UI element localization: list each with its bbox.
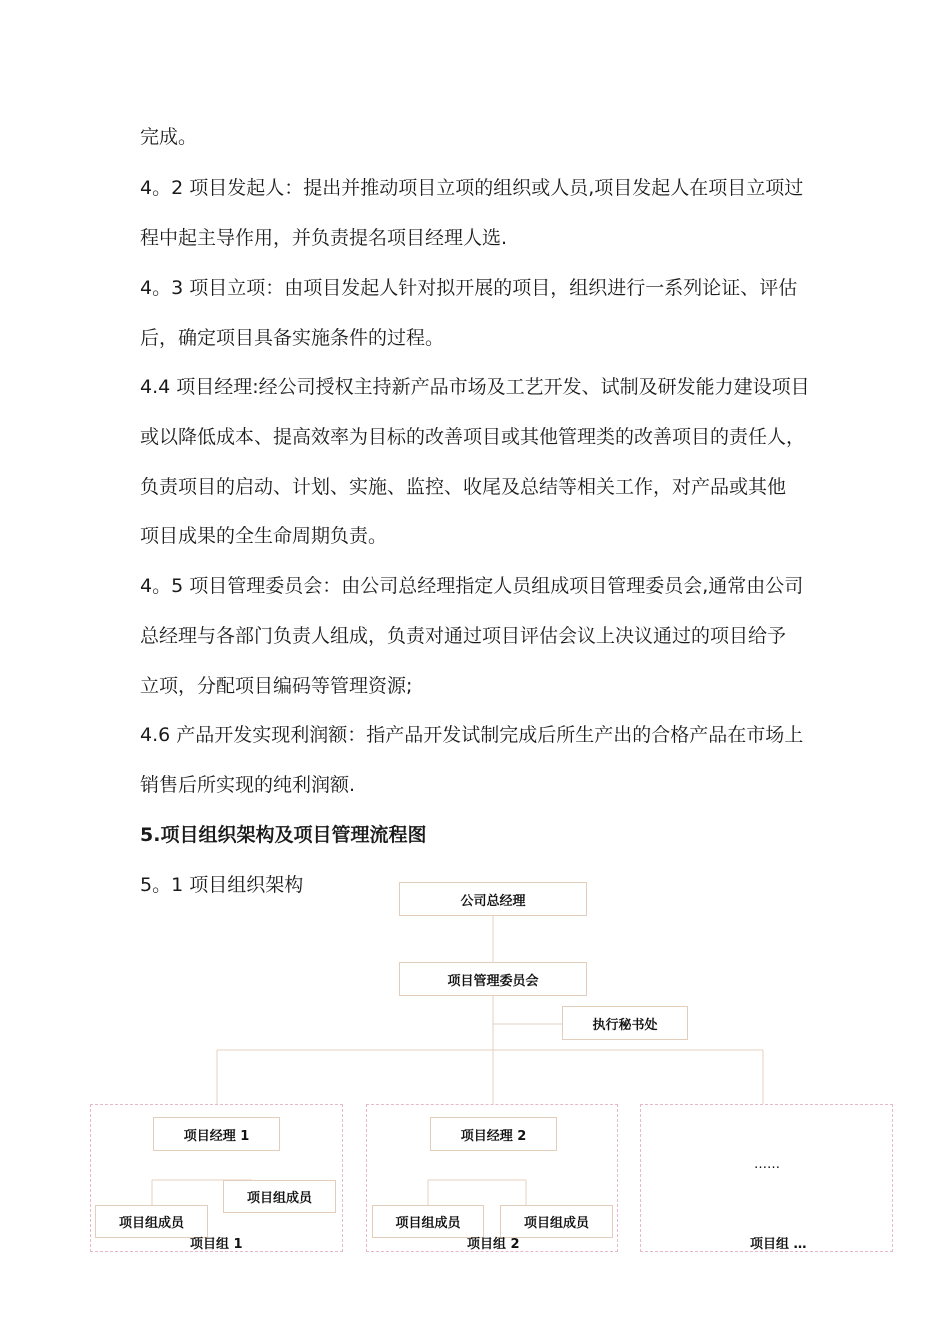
- secretariat-box: 执行秘书处: [562, 1006, 688, 1040]
- paragraph-line: 销售后所实现的纯利润额.: [140, 774, 356, 796]
- committee-box: 项目管理委员会: [399, 962, 587, 996]
- general-manager-box: 公司总经理: [399, 882, 587, 916]
- paragraph-line: 总经理与各部门负责人组成，负责对通过项目评估会议上决议通过的项目给予: [140, 625, 787, 647]
- team-member-box: 项目组成员: [223, 1180, 336, 1213]
- subsection-heading: 5。1 项目组织架构: [140, 874, 304, 896]
- more-groups-ellipsis: ……: [754, 1157, 780, 1172]
- paragraph-line: 4。2 项目发起人：提出并推动项目立项的组织或人员,项目发起人在项目立项过: [140, 177, 804, 199]
- paragraph-line: 或以降低成本、提高效率为目标的改善项目或其他管理类的改善项目的责任人，: [140, 426, 806, 448]
- project-group-1-label: 项目组 1: [190, 1237, 243, 1252]
- project-manager-1-box: 项目经理 1: [153, 1117, 280, 1151]
- team-member-box: 项目组成员: [500, 1205, 613, 1238]
- team-member-box: 项目组成员: [372, 1205, 484, 1238]
- paragraph-line: 4。3 项目立项：由项目发起人针对拟开展的项目，组织进行一系列论证、评估: [140, 277, 798, 299]
- section-heading: 5.项目组织架构及项目管理流程图: [140, 824, 427, 846]
- paragraph-line: 4.6 产品开发实现利润额：指产品开发试制完成后所生产出的合格产品在市场上: [140, 724, 804, 746]
- paragraph-line: 后，确定项目具备实施条件的过程。: [140, 327, 445, 349]
- paragraph-line: 4。5 项目管理委员会：由公司总经理指定人员组成项目管理委员会,通常由公司: [140, 575, 804, 597]
- project-manager-2-box: 项目经理 2: [430, 1117, 557, 1151]
- paragraph-line: 完成。: [140, 126, 198, 148]
- paragraph-line: 项目成果的全生命周期负责。: [140, 525, 388, 547]
- project-group-2-label: 项目组 2: [467, 1237, 520, 1252]
- paragraph-line: 立项，分配项目编码等管理资源;: [140, 675, 413, 697]
- paragraph-line: 4.4 项目经理:经公司授权主持新产品市场及工艺开发、试制及研发能力建设项目: [140, 376, 810, 398]
- paragraph-line: 负责项目的启动、计划、实施、监控、收尾及总结等相关工作，对产品或其他: [140, 476, 787, 498]
- project-group-more-label: 项目组 …: [750, 1237, 807, 1252]
- project-group-3-container: [640, 1104, 893, 1252]
- paragraph-line: 程中起主导作用，并负责提名项目经理人选.: [140, 227, 508, 249]
- team-member-box: 项目组成员: [95, 1205, 208, 1238]
